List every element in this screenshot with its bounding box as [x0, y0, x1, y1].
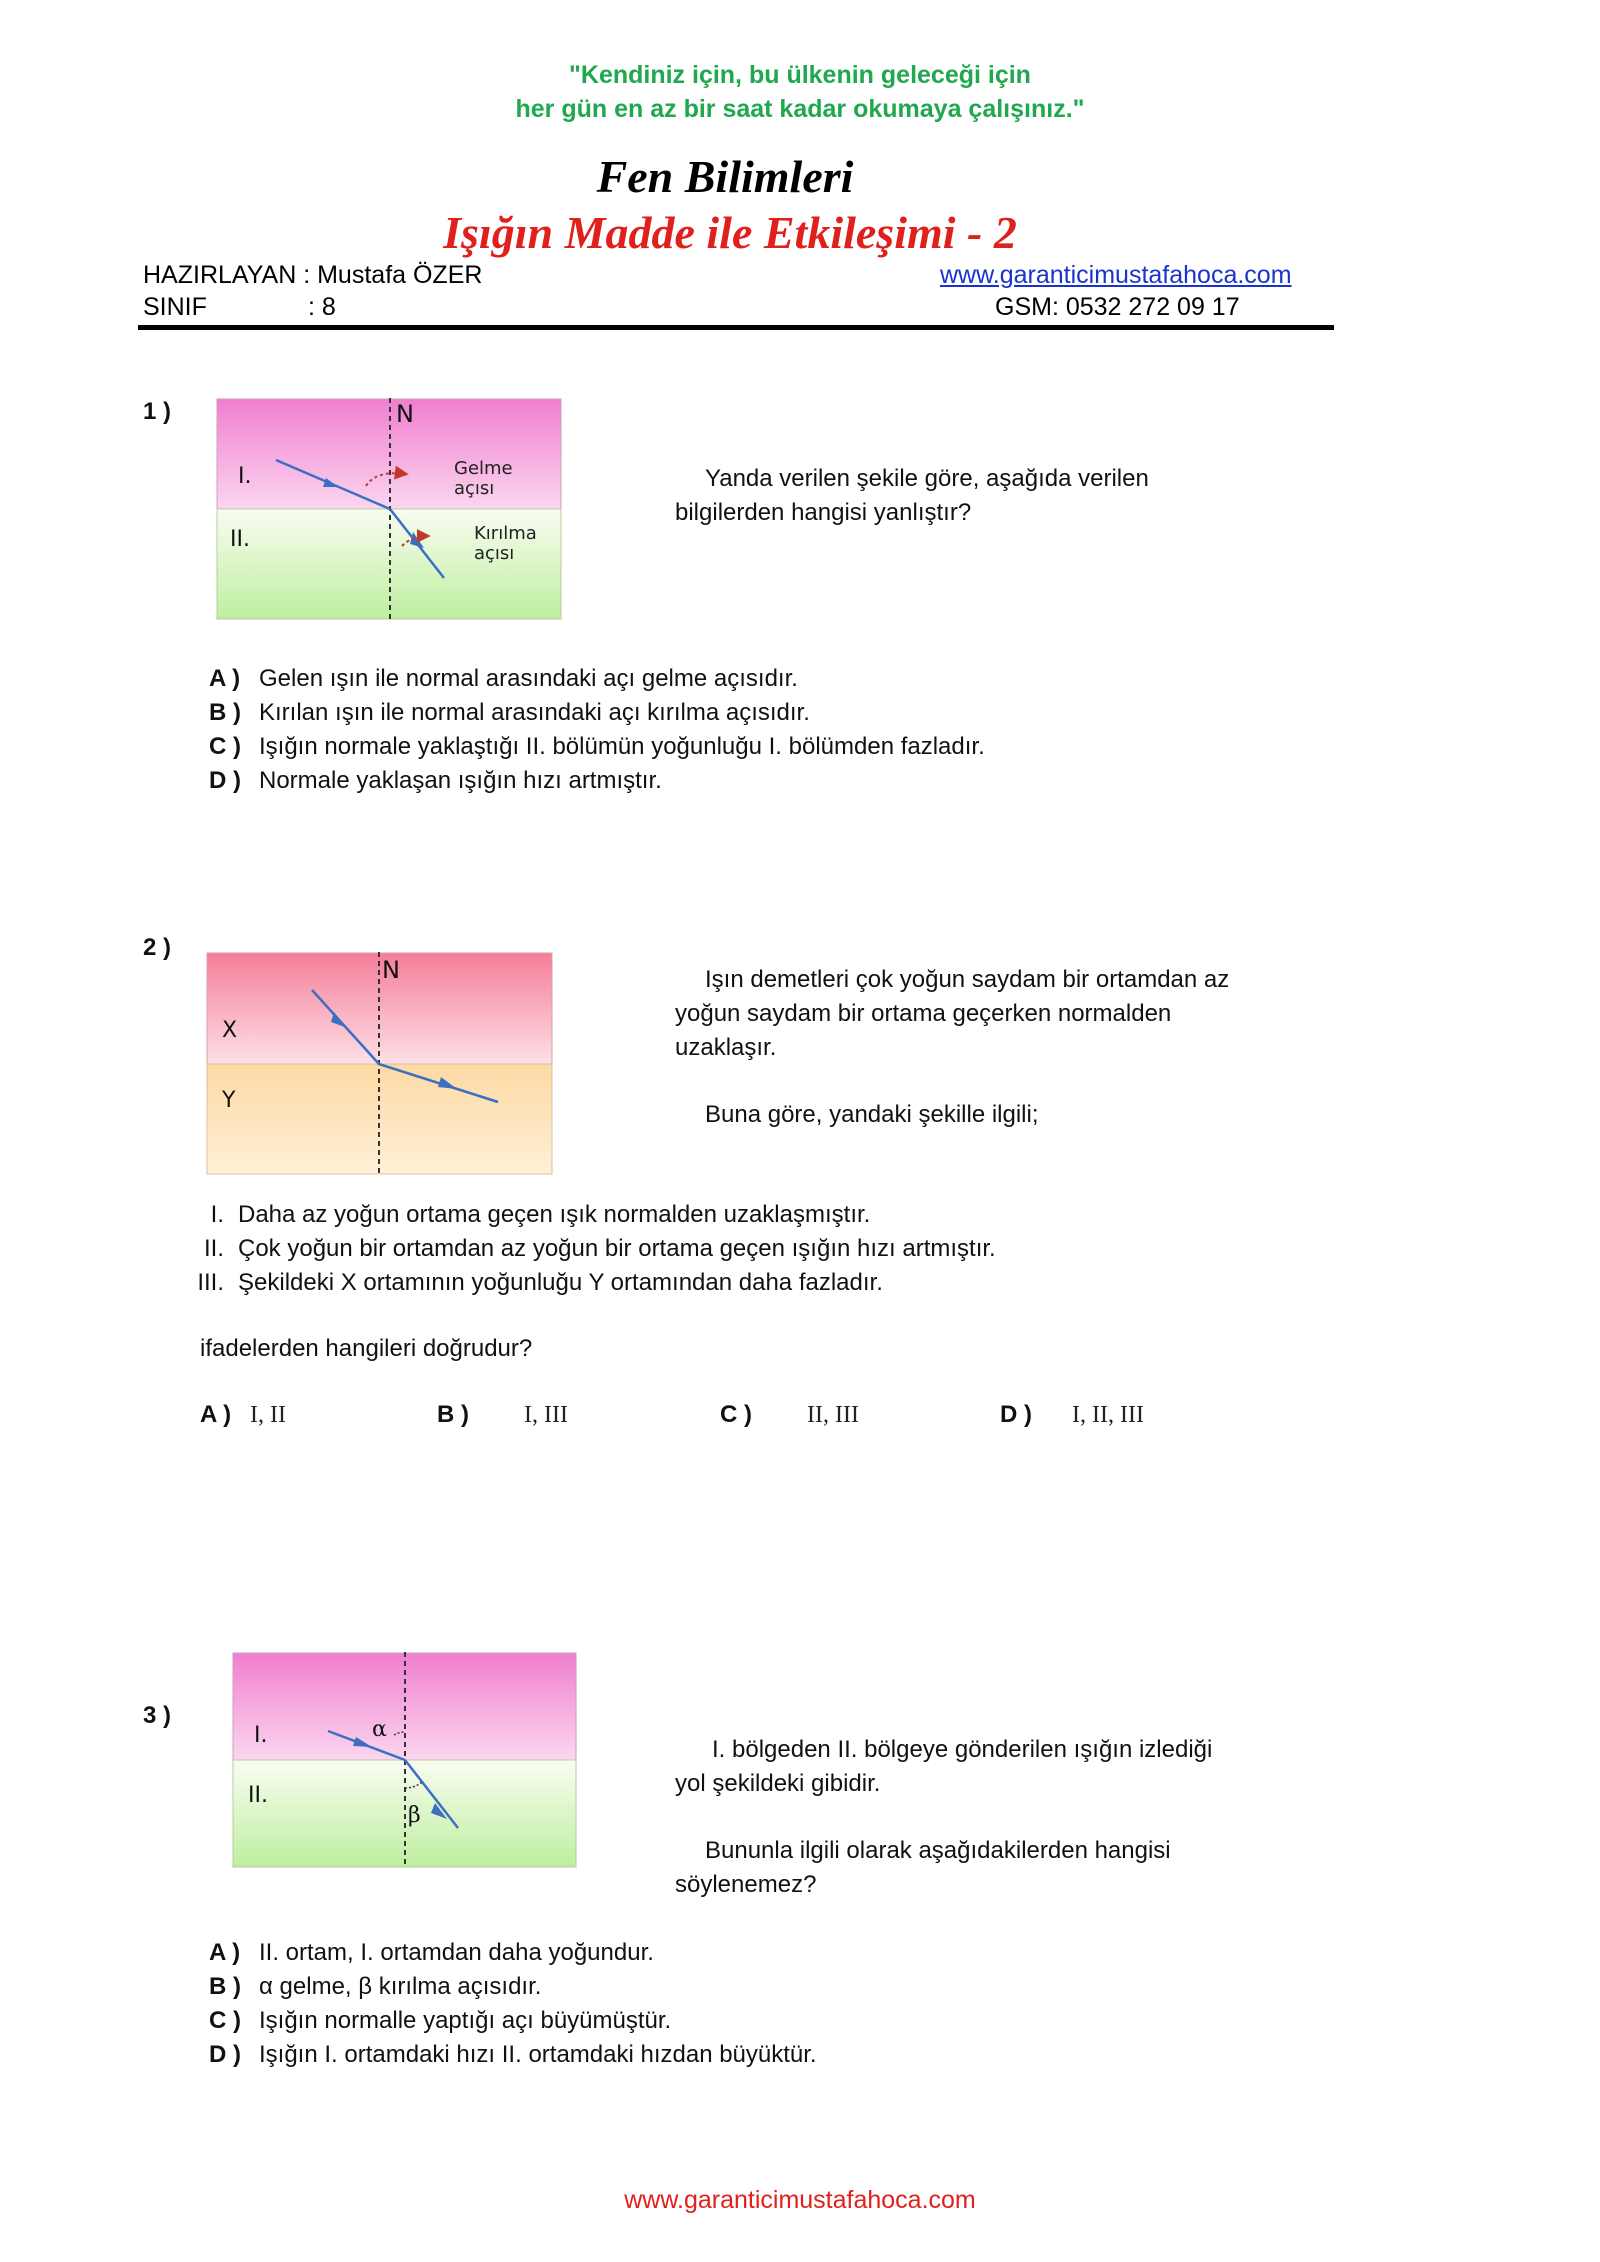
subject-title: Fen Bilimleri [596, 151, 854, 202]
q1-normal-label: N [396, 400, 414, 428]
author-label: HAZIRLAYAN : Mustafa ÖZER [143, 261, 483, 289]
q2-statement-2: II. Çok yoğun bir ortamdan az yoğun bir ortama geçen ışığın hızı artmıştır. [203, 1235, 996, 1262]
footer-website[interactable]: www.garanticimustafahoca.com [624, 2186, 976, 2214]
q1-refraction-label-1: Kırılma [474, 523, 537, 544]
q1-region-1-label: I. [238, 464, 252, 489]
q1-option-a[interactable]: A ) Gelen ışın ile normal arasındaki açı gelme açısıdır. [209, 665, 798, 692]
q3-option-d[interactable]: D ) Işığın I. ortamdaki hızı II. ortamdaki hızdan büyüktür. [209, 2041, 817, 2068]
q3-region-1-label: I. [254, 1723, 268, 1748]
q1-option-d[interactable]: D ) Normale yaklaşan ışığın hızı artmıştır. [209, 767, 662, 794]
q3-beta-label: β [408, 1803, 421, 1828]
q2-statement-1: I. Daha az yoğun ortama geçen ışık normalden uzaklaşmıştır. [210, 1201, 871, 1228]
q3-option-c[interactable]: C ) Işığın normalle yaptığı açı büyümüştür. [209, 2007, 672, 2034]
gsm-number: GSM: 0532 272 09 17 [995, 293, 1240, 321]
q2-number: 2 ) [143, 934, 172, 961]
class-label: SINIF [143, 293, 207, 321]
q3-text-line-4: söylenemez? [675, 1871, 817, 1898]
topic-title: Işığın Madde ile Etkileşimi - 2 [443, 207, 1017, 258]
q1-region-2-label: II. [230, 527, 250, 552]
q1-option-b[interactable]: B ) Kırılan ışın ile normal arasındaki açı kırılma açısıdır. [209, 699, 810, 726]
motto-line-2: her gün en az bir saat kadar okumaya çalışınız." [515, 95, 1085, 123]
q1-option-c[interactable]: C ) Işığın normale yaklaştığı II. bölümün yoğunluğu I. bölümden fazladır. [209, 733, 985, 760]
q2-text-line-1: Işın demetleri çok yoğun saydam bir ortamdan az [705, 966, 1230, 993]
q1-text-line-2: bilgilerden hangisi yanlıştır? [675, 499, 972, 526]
q3-option-a[interactable]: A ) II. ortam, I. ortamdan daha yoğundur. [209, 1939, 654, 1966]
q3-number: 3 ) [143, 1702, 172, 1729]
q1-refraction-label-2: açısı [474, 543, 515, 564]
q3-text-line-1: I. bölgeden II. bölgeye gönderilen ışığın izlediği [712, 1736, 1213, 1763]
q1-number: 1 ) [143, 398, 172, 425]
header-website-link[interactable]: www.garanticimustafahoca.com [940, 261, 1292, 289]
q3-refraction-figure [232, 1652, 578, 1868]
q2-text-line-2: yoğun saydam bir ortama geçerken normalden [675, 1000, 1172, 1027]
q2-normal-label: N [382, 956, 400, 984]
q2-answer-a[interactable]: A ) I, II [200, 1401, 286, 1428]
q1-refraction-figure [216, 398, 563, 620]
q3-region-2-label: II. [248, 1783, 268, 1808]
q2-region-y-label: Y [222, 1088, 236, 1113]
q2-region-x-label: X [222, 1018, 238, 1043]
class-value: : 8 [308, 293, 336, 321]
q2-statement-3: III. Şekildeki X ortamının yoğunluğu Y ortamından daha fazladır. [197, 1269, 883, 1296]
q2-answer-c[interactable]: C ) II, III [720, 1401, 859, 1428]
q2-answer-d[interactable]: D ) I, II, III [1000, 1401, 1144, 1428]
q2-question: ifadelerden hangileri doğrudur? [200, 1335, 533, 1362]
motto-line-1: "Kendiniz için, bu ülkenin geleceği için [569, 61, 1031, 89]
q2-answer-b[interactable]: B ) I, III [437, 1401, 568, 1428]
q3-option-b[interactable]: B ) α gelme, β kırılma açısıdır. [209, 1973, 542, 2000]
q3-alpha-label: α [372, 1717, 387, 1742]
q1-incidence-label-1: Gelme [454, 458, 513, 479]
q3-text-line-2: yol şekildeki gibidir. [675, 1770, 881, 1797]
q2-text-line-4: Buna göre, yandaki şekille ilgili; [705, 1101, 1039, 1128]
q1-incidence-label-2: açısı [454, 478, 495, 499]
q2-refraction-figure [206, 952, 554, 1176]
q1-text-line-1: Yanda verilen şekile göre, aşağıda verilen [705, 465, 1149, 492]
header-rule [138, 325, 1334, 330]
q2-text-line-3: uzaklaşır. [675, 1034, 777, 1061]
q3-text-line-3: Bununla ilgili olarak aşağıdakilerden hangisi [705, 1837, 1171, 1864]
